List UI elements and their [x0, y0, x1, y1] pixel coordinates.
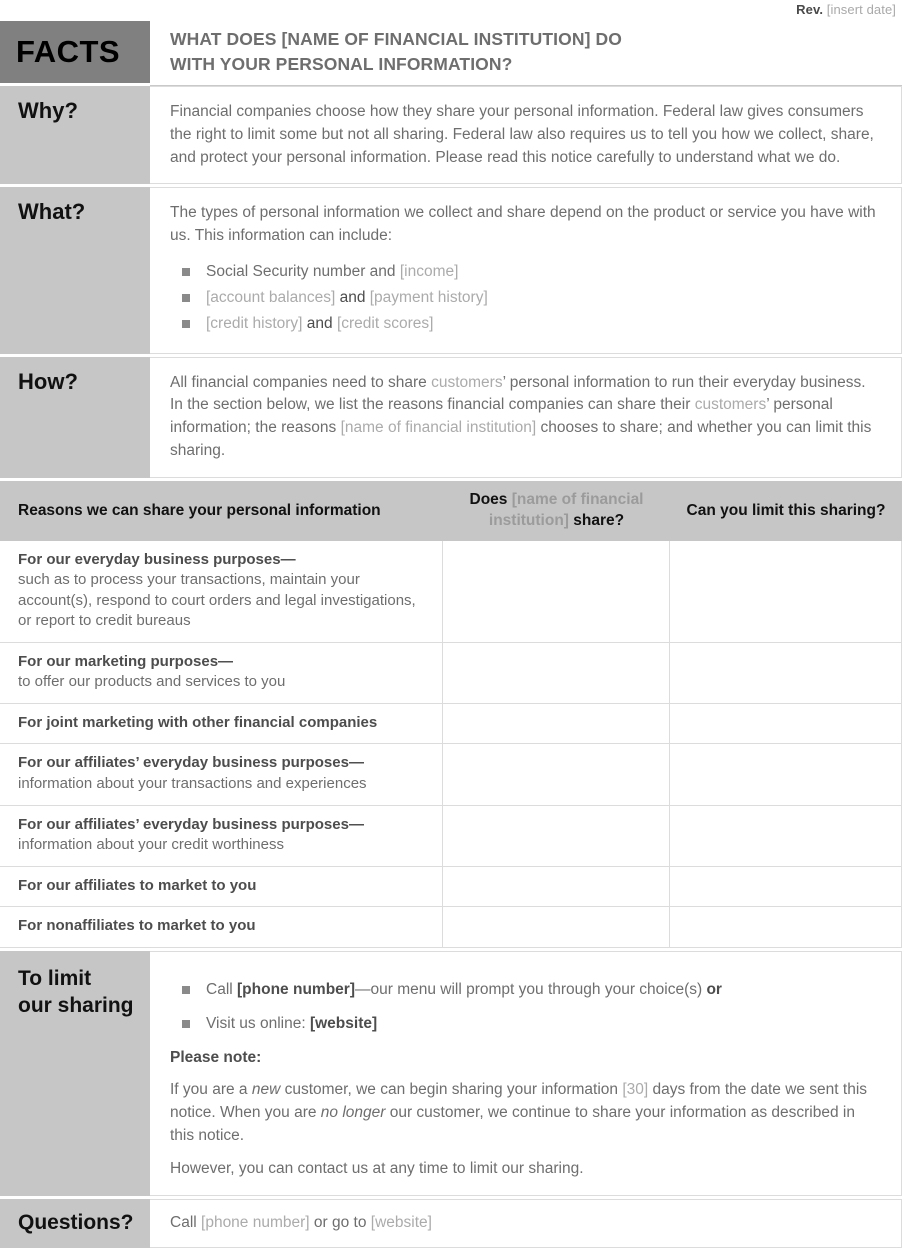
what-label: What?: [0, 187, 150, 353]
share-placeholder: [name of financial institution]: [488, 490, 644, 529]
row-detail: to offer our products and services to you: [18, 673, 286, 691]
list-item: [170, 312, 881, 335]
list-item: [170, 1012, 881, 1035]
row-share-cell[interactable]: [443, 643, 670, 703]
revision-label: Rev.: [796, 2, 824, 17]
limit-sharing-body: [150, 951, 902, 1196]
row-limit-cell[interactable]: [670, 643, 902, 703]
note-days-placeholder: [30]: [622, 1081, 649, 1099]
note-p1-a: If you are a: [170, 1081, 252, 1099]
note-p1-c: days from the date we sent this notice. When you are: [170, 1081, 868, 1121]
limit-bullet-2-website-placeholder: [website]: [309, 1014, 378, 1032]
row-limit-cell[interactable]: [670, 806, 902, 866]
row-detail: such as to process your transactions, maintain your account(s), respond to court orders and legal investigations, or report to credit bureaus: [18, 571, 416, 630]
row-reason-cell: [0, 907, 443, 947]
limit-sharing-label-line1: To limit: [18, 966, 92, 990]
facts-label: FACTS: [0, 21, 150, 83]
share-suffix: share?: [568, 511, 625, 529]
row-detail: information about your credit worthiness: [18, 836, 284, 854]
row-heading: For our affiliates to market to you: [18, 876, 257, 894]
table-row: [0, 806, 902, 867]
row-reason-cell: [0, 806, 443, 866]
row-share-cell[interactable]: [443, 907, 670, 947]
revision-date-placeholder: [insert date]: [826, 2, 896, 17]
row-heading: For our affiliates’ everyday business purposes—: [18, 815, 364, 833]
row-limit-cell[interactable]: [670, 907, 902, 947]
list-item: [170, 978, 881, 1001]
questions-website-placeholder: [website]: [370, 1214, 432, 1232]
why-label: Why?: [0, 86, 150, 184]
questions-label: Questions?: [0, 1199, 150, 1248]
facts-title-line1: WHAT DOES [NAME OF FINANCIAL INSTITUTION] DO: [170, 29, 622, 50]
row-share-cell[interactable]: [443, 806, 670, 866]
questions-phone-placeholder: [phone number]: [201, 1214, 310, 1232]
what-bullet-3-placeholder: [credit scores]: [336, 315, 434, 333]
row-limit-cell[interactable]: [670, 541, 902, 642]
row-reason-cell: [0, 704, 443, 744]
how-part4: chooses to share; and whether you can limit this sharing.: [170, 419, 872, 459]
row-heading: For our affiliates’ everyday business purposes—: [18, 754, 364, 772]
revision-line: [0, 0, 902, 21]
row-limit-cell[interactable]: [670, 744, 902, 804]
section-limit-sharing: [0, 951, 902, 1199]
row-limit-cell[interactable]: [670, 867, 902, 907]
what-bullet-2-mid: and: [335, 289, 370, 307]
questions-body: [150, 1199, 902, 1248]
column-header-limit: Can you limit this sharing?: [686, 501, 886, 519]
questions-pre: Call: [170, 1214, 202, 1232]
row-heading: For joint marketing with other financial companies: [18, 713, 378, 731]
table-row: [0, 643, 902, 704]
table-row: [0, 867, 902, 908]
what-bullet-3-lead-placeholder: [credit history]: [206, 315, 303, 333]
how-body: [150, 357, 902, 478]
facts-header: [0, 21, 902, 83]
list-item: [170, 286, 881, 309]
row-share-cell[interactable]: [443, 744, 670, 804]
what-intro: The types of personal information we collect and share depend on the product or service you have with us. This information can include:: [170, 204, 876, 245]
column-header-share: [443, 481, 670, 541]
how-part3: ’ personal information; the reasons: [170, 396, 833, 437]
please-note-heading: Please note:: [170, 1049, 262, 1067]
limit-bullet-1-phone-placeholder: [phone number]: [237, 980, 355, 998]
row-detail: information about your transactions and experiences: [18, 775, 367, 792]
row-share-cell[interactable]: [443, 541, 670, 642]
how-part2: ’ personal information to run their everyday business. In the section below, we list the reasons financial companies can share their: [170, 373, 866, 414]
how-label: How?: [0, 357, 150, 478]
row-share-cell[interactable]: [443, 704, 670, 744]
table-row: [0, 744, 902, 805]
sharing-table: [0, 481, 902, 948]
limit-bullet-1-post: —our menu will prompt you through your choice(s): [354, 980, 707, 998]
limit-bullet-1-or: or: [706, 980, 722, 998]
row-heading: For our everyday business purposes—: [18, 550, 296, 568]
row-heading: For nonaffiliates to market to you: [18, 917, 256, 935]
table-row: [0, 541, 902, 643]
what-bullet-list: [170, 260, 881, 336]
limit-sharing-note-paragraph-1: [170, 1079, 881, 1147]
what-bullet-2-lead-placeholder: [account balances]: [206, 289, 336, 307]
how-part1: All financial companies need to share: [170, 373, 432, 391]
limit-bullet-2-pre: Visit us online:: [206, 1014, 310, 1032]
what-bullet-1-placeholder: [income]: [399, 262, 459, 280]
facts-title: [150, 21, 902, 83]
row-reason-cell: [0, 744, 443, 804]
how-placeholder-3: [name of financial institution]: [340, 419, 537, 437]
column-header-reasons: Reasons we can share your personal information: [18, 502, 381, 520]
note-emphasis-no-longer: no longer: [320, 1103, 386, 1121]
section-why: [0, 86, 902, 187]
limit-sharing-bullet-list: [170, 978, 881, 1036]
table-row: [0, 704, 902, 745]
limit-sharing-label-line2: our sharing: [18, 994, 134, 1018]
note-p1-d: our customer, we continue to share your information as described in this notice.: [170, 1103, 855, 1144]
what-body: [150, 187, 902, 353]
list-item: [170, 260, 881, 283]
how-placeholder-1: customers: [431, 373, 503, 391]
section-what: [0, 187, 902, 356]
table-row: [0, 907, 902, 948]
why-body: Financial companies choose how they share your personal information. Federal law gives consumers the right to limit some but not all sharing. Federal law also requires us to tell you how we collect, share, and protect your personal information. Please read this notice carefully to understand what we do.: [150, 86, 902, 184]
table-header-row: [0, 481, 902, 541]
questions-mid: or go to: [309, 1214, 371, 1232]
share-prefix: Does: [469, 490, 512, 508]
note-p1-b: customer, we can begin sharing your information: [280, 1081, 623, 1099]
row-reason-cell: [0, 867, 443, 907]
what-bullet-2-placeholder: [payment history]: [369, 289, 488, 307]
what-bullet-3-mid: and: [302, 315, 337, 333]
section-questions: [0, 1199, 902, 1248]
section-how: [0, 357, 902, 481]
row-reason-cell: [0, 541, 443, 642]
row-heading: For our marketing purposes—: [18, 652, 234, 670]
note-emphasis-new: new: [251, 1081, 281, 1099]
how-placeholder-2: customers: [694, 396, 767, 414]
facts-title-line2: WITH YOUR PERSONAL INFORMATION?: [170, 54, 513, 74]
limit-sharing-note-paragraph-2: However, you can contact us at any time to limit our sharing.: [170, 1160, 584, 1178]
limit-bullet-1-pre: Call: [206, 980, 238, 998]
what-bullet-1-text: Social Security number and: [206, 262, 400, 280]
limit-sharing-label: [0, 951, 150, 1196]
row-share-cell[interactable]: [443, 867, 670, 907]
row-limit-cell[interactable]: [670, 704, 902, 744]
row-reason-cell: [0, 643, 443, 703]
